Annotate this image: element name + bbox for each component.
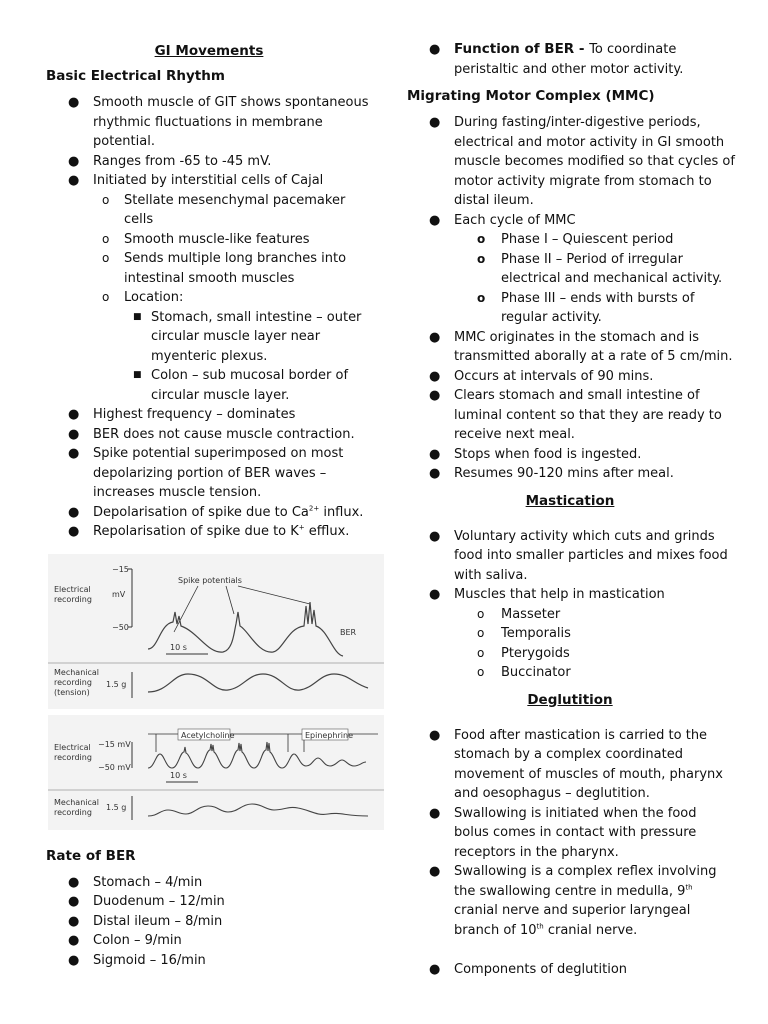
list-item: ● Spike potential superimposed on most depolarizing portion of BER waves – increases muscle tension. [68, 446, 344, 500]
list-item: o Sends multiple long branches into intestinal smooth muscles [102, 251, 347, 286]
bottom-tick-high: −15 mV [98, 739, 131, 749]
bullet-icon: ● [429, 329, 441, 345]
list-item: ● Food after mastication is carried to the stomach by a complex coordinated movement of muscles of mouth, pharynx and oesophagus – deglutition. [429, 727, 723, 801]
list-item: ■ Colon – sub mucosal border of circular muscle layer. [133, 368, 349, 403]
top-mech-label-3: (tension) [54, 687, 90, 697]
list-item: ● Muscles that help in mastication o Masseter o Temporalis o Pterygoids o Buccinator [405, 585, 735, 683]
list-item: ● BER does not cause muscle contraction. [44, 425, 374, 445]
bullet-icon: ● [68, 504, 80, 520]
list-item: ■ Stomach, small intestine – outer circular muscle layer near myenteric plexus. [133, 309, 362, 364]
deglutition-list [405, 726, 735, 941]
bullet-icon: ● [68, 173, 80, 188]
bullet-icon: ● [68, 524, 80, 539]
muscle-sublist [454, 605, 735, 683]
list-item: o Phase III – ends with bursts of regular activity. [477, 290, 695, 325]
circle-bullet-icon: o [477, 665, 485, 679]
components-list [405, 960, 735, 980]
mmc-list [405, 113, 735, 484]
circle-bullet-icon: o [102, 290, 110, 304]
list-item: ● Clears stomach and small intestine of luminal content so that they are ready to receive next meal. [429, 388, 722, 442]
top-electrical-label-1: Electrical [54, 584, 91, 594]
bullet-icon: ● [429, 115, 441, 130]
bullet-icon: ● [429, 962, 441, 977]
list-item: o Masseter [454, 605, 735, 625]
list-item: ● Components of deglutition [405, 960, 735, 980]
bullet-icon: ● [68, 933, 80, 948]
top-mech-label-2: recording [54, 677, 92, 687]
top-tick-high: −15 [112, 564, 129, 574]
cajal-sublist [93, 191, 374, 406]
list-item: ● Highest frequency – dominates [44, 405, 374, 425]
mastication-heading: Mastication [525, 492, 615, 509]
bullet-icon: ● [429, 368, 441, 384]
bullet-icon: ● [68, 894, 80, 909]
circle-bullet-icon: o [477, 232, 486, 246]
page-title: GI Movements [154, 43, 264, 59]
top-tick-low: −50 [112, 622, 129, 632]
bullet-icon: ● [68, 153, 80, 169]
bullet-icon: ● [429, 587, 441, 602]
circle-bullet-icon: o [477, 626, 485, 640]
location-sublist [124, 308, 374, 406]
square-bullet-icon: ■ [133, 311, 142, 322]
list-item: ● Colon – 9/min [44, 931, 374, 951]
circle-bullet-icon: o [477, 645, 485, 660]
bullet-icon: ● [68, 952, 80, 968]
circle-bullet-icon: o [102, 231, 110, 246]
bullet-icon: ● [429, 864, 441, 879]
bullet-icon: ● [68, 426, 80, 442]
bottom-mech-label-1: Mechanical [54, 797, 100, 807]
bottom-mech-label-2: recording [54, 807, 92, 817]
list-item: ● Voluntary activity which cuts and grinds food into smaller particles and mixes food with saliva. [429, 528, 728, 583]
top-time-label: 10 s [170, 642, 187, 652]
right-column [405, 40, 735, 980]
left-column [44, 40, 374, 970]
bullet-icon: ● [429, 528, 441, 544]
square-bullet-icon: ■ [133, 370, 142, 380]
list-item: ● Ranges from -65 to -45 mV. [44, 152, 374, 172]
bottom-electrical-label-2: recording [54, 752, 92, 762]
figure-background [48, 554, 384, 830]
bottom-time-label: 10 s [170, 770, 187, 780]
list-item: ● Sigmoid – 16/min [44, 951, 374, 971]
list-item: ● Each cycle of MMC o Phase I – Quiescent period o Phase II – Period of irregular electrical and mechanical activity. o Phase III – ends with bursts of regular activity. [405, 211, 735, 328]
list-item: ● During fasting/inter-digestive periods, electrical and motor activity in GI smooth muscle becomes modified so that cycles of motor activity migrate from stomach to distal ileum. [429, 115, 735, 208]
list-item: ● MMC originates in the stomach and is transmitted aborally at a rate of 5 cm/min. [429, 329, 733, 364]
list-item: ● Duodenum – 12/min [44, 892, 374, 912]
phase-sublist [454, 230, 735, 328]
function-list [405, 40, 735, 79]
circle-bullet-icon: o [477, 290, 486, 305]
list-item: ● Swallowing is a complex reflex involving the swallowing centre in medulla, 9th cranial nerve and superior laryngeal branch of 10th cranial nerve. [429, 864, 717, 938]
bullet-icon: ● [68, 407, 80, 422]
rate-heading: Rate of BER [46, 847, 136, 864]
circle-bullet-icon: o [477, 606, 485, 621]
bullet-icon: ● [429, 466, 441, 481]
circle-bullet-icon: o [102, 192, 110, 207]
deglutition-heading: Deglutition [527, 691, 613, 708]
circle-bullet-icon: o [102, 251, 110, 265]
list-item: o Pterygoids [454, 644, 735, 664]
list-item: o Buccinator [454, 663, 735, 683]
epinephrine-label: Epinephrine [305, 730, 353, 740]
top-mv-label: mV [112, 589, 126, 599]
ber-figure [48, 554, 384, 830]
bottom-electrical-label-1: Electrical [54, 742, 91, 752]
top-electrical-label-2: recording [54, 594, 92, 604]
acetylcholine-label: Acetylcholine [181, 730, 235, 740]
bullet-icon: ● [429, 727, 441, 743]
bullet-icon: ● [68, 913, 80, 929]
bullet-icon: ● [68, 446, 80, 461]
rate-list [44, 873, 374, 971]
mmc-heading: Migrating Motor Complex (MMC) [407, 88, 655, 104]
list-item: ● Stomach – 4/min [44, 873, 374, 893]
list-item: ● Swallowing is initiated when the food bolus comes in contact with pressure receptors in the pharynx. [429, 805, 697, 860]
spike-potentials-label: Spike potentials [178, 575, 242, 585]
bottom-scale-label: 1.5 g [106, 802, 127, 812]
function-label: Function of BER - [454, 41, 590, 57]
bullet-icon: ● [429, 805, 441, 821]
list-item: ● Depolarisation of spike due to $Ca^{2+}$ influx. [44, 503, 374, 523]
list-item: ● Function of BER - To coordinate peristaltic and other motor activity. [429, 41, 684, 77]
list-item: ● Repolarisation of spike due to K+ efflux. [44, 522, 374, 542]
bottom-tick-low: −50 mV [98, 762, 131, 772]
bullet-icon: ● [429, 388, 441, 403]
bullet-icon: ● [68, 95, 80, 110]
list-item: ● Distal ileum – 8/min [44, 912, 374, 932]
ber-label: BER [340, 627, 357, 637]
bullet-icon: ● [429, 212, 441, 228]
list-item: o Location: ■ Stomach, small intestine – outer circular muscle layer near myenteric plexus. ■ Colon – sub mucosal border of circular muscle layer. [93, 288, 374, 405]
list-item: ● Resumes 90-120 mins after meal. [405, 464, 735, 484]
list-item: o Phase II – Period of irregular electrical and mechanical activity. [477, 251, 723, 286]
list-item: ● Occurs at intervals of 90 mins. [405, 367, 735, 387]
top-mech-label-1: Mechanical [54, 667, 100, 677]
bullet-icon: ● [429, 446, 441, 462]
list-item: o Phase I – Quiescent period [454, 230, 735, 250]
list-item: ● Initiated by interstitial cells of Cajal o Stellate mesenchymal pacemaker cells o Smooth muscle-like features o Sends multiple long branches into intestinal smooth muscles o Location: ■ Stomach, small intestine – outer circular muscle layer near myenteric plexus. ■ Colon – sub mucosal border of circular muscle layer. [44, 171, 374, 405]
bullet-icon: ● [429, 42, 441, 57]
list-item: o Smooth muscle-like features [93, 230, 374, 250]
list-item: o Stellate mesenchymal pacemaker cells [102, 192, 346, 227]
list-item: ● Smooth muscle of GIT shows spontaneous rhythmic fluctuations in membrane potential. [68, 95, 369, 149]
circle-bullet-icon: o [477, 251, 486, 266]
list-item: o Temporalis [454, 624, 735, 644]
bullet-icon: ● [68, 874, 80, 890]
ber-list [44, 93, 374, 542]
list-item: ● Stops when food is ingested. [405, 445, 735, 465]
ber-heading: Basic Electrical Rhythm [46, 68, 225, 84]
mastication-list [405, 527, 735, 683]
top-scale-label: 1.5 g [106, 679, 127, 689]
